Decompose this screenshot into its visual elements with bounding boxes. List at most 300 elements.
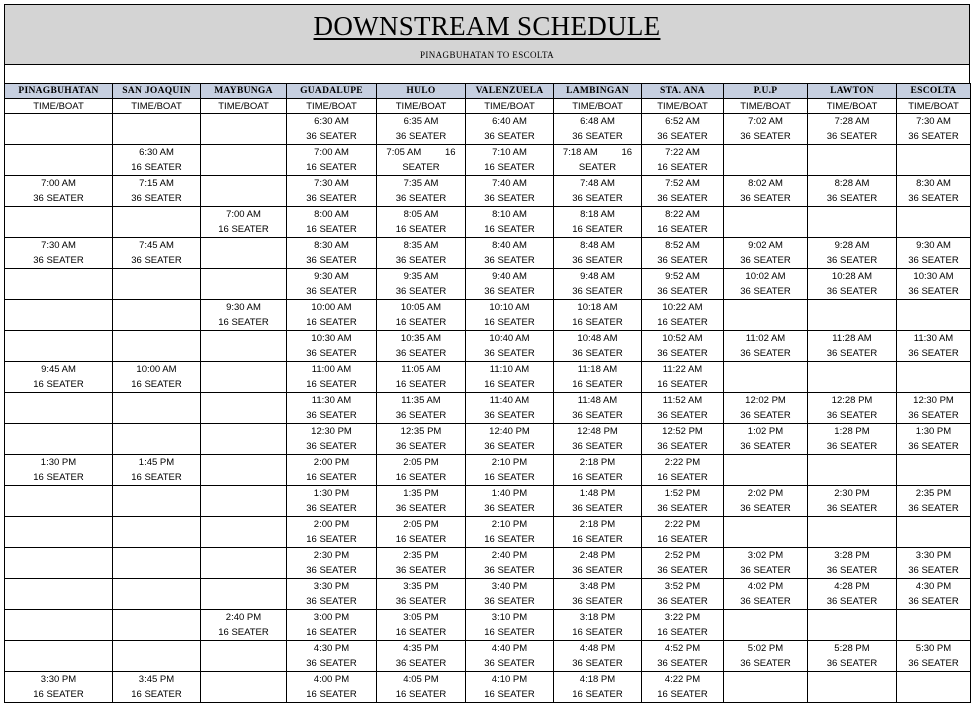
schedule-cell xyxy=(808,300,897,331)
departure-time: 12:28 PM xyxy=(831,395,873,406)
departure-entry xyxy=(724,331,807,361)
departure-entry xyxy=(897,176,970,206)
departure-entry xyxy=(554,455,641,485)
schedule-cell xyxy=(201,331,287,362)
departure-entry xyxy=(808,579,896,609)
departure-time: 10:35 AM xyxy=(400,333,442,344)
boat-capacity: 36 SEATER xyxy=(740,503,791,514)
schedule-cell xyxy=(724,207,808,238)
departure-entry xyxy=(808,393,896,423)
time-boat-label: TIME/BOAT xyxy=(5,99,113,114)
schedule-cell xyxy=(808,362,897,393)
departure-time: 2:05 PM xyxy=(403,457,439,468)
departure-entry xyxy=(642,486,723,516)
departure-time: 8:18 AM xyxy=(580,209,615,220)
departure-time: 3:30 PM xyxy=(915,550,952,561)
departure-entry xyxy=(377,641,465,671)
schedule-cell xyxy=(466,672,554,703)
departure-time: 6:40 AM xyxy=(492,116,527,127)
departure-time: 8:30 AM xyxy=(916,178,951,189)
schedule-cell xyxy=(5,672,113,703)
departure-time: 2:30 PM xyxy=(313,550,350,561)
boat-capacity: 16 SEATER xyxy=(484,534,535,545)
schedule-cell xyxy=(724,362,808,393)
departure-time: 11:28 AM xyxy=(832,333,872,344)
schedule-cell xyxy=(377,610,466,641)
departure-time: 12:30 PM xyxy=(311,426,352,437)
schedule-cell xyxy=(201,455,287,486)
departure-entry xyxy=(377,238,465,268)
departure-entry xyxy=(897,238,970,268)
schedule-cell xyxy=(897,455,971,486)
boat-capacity: 16 SEATER xyxy=(306,379,357,390)
boat-capacity: 36 SEATER xyxy=(306,441,357,452)
boat-capacity: 36 SEATER xyxy=(484,193,535,204)
schedule-cell xyxy=(113,548,201,579)
departure-time: 11:40 AM xyxy=(489,395,530,406)
departure-entry xyxy=(377,548,465,578)
departure-time: 1:30 PM xyxy=(40,457,77,468)
departure-time: 8:05 AM xyxy=(403,209,439,220)
departure-entry xyxy=(201,300,286,330)
schedule-cell xyxy=(808,238,897,269)
schedule-cell xyxy=(642,424,724,455)
departure-entry xyxy=(808,114,896,144)
departure-time: 2:10 PM xyxy=(491,519,528,530)
departure-entry xyxy=(897,486,970,516)
schedule-cell xyxy=(377,672,466,703)
schedule-cell xyxy=(724,517,808,548)
departure-time: 1:45 PM xyxy=(138,457,175,468)
departure-entry xyxy=(287,362,376,392)
departure-time: 10:22 AM xyxy=(662,302,703,313)
boat-capacity: 36 SEATER xyxy=(657,255,708,266)
departure-entry xyxy=(377,610,465,640)
schedule-cell xyxy=(377,424,466,455)
boat-capacity: 36 SEATER xyxy=(826,348,878,359)
departure-entry xyxy=(113,672,200,702)
boat-capacity: 16 SEATER xyxy=(131,472,182,483)
schedule-cell xyxy=(554,269,642,300)
boat-capacity: 36 SEATER xyxy=(740,565,791,576)
schedule-cell xyxy=(5,114,113,145)
departure-entry xyxy=(808,424,896,454)
departure-time: 4:18 PM xyxy=(579,674,616,685)
table-row xyxy=(5,579,971,610)
time-boat-label: TIME/BOAT xyxy=(554,99,642,114)
departure-entry xyxy=(466,269,553,299)
departure-time: 7:45 AM xyxy=(139,240,174,251)
departure-entry xyxy=(466,238,553,268)
schedule-cell xyxy=(808,610,897,641)
departure-entry xyxy=(554,486,641,516)
boat-capacity: 36 SEATER xyxy=(826,131,878,142)
boat-capacity: 36 SEATER xyxy=(657,410,708,421)
boat-capacity: 36 SEATER xyxy=(826,410,878,421)
schedule-cell xyxy=(466,517,554,548)
departure-entry xyxy=(287,455,376,485)
departure-entry xyxy=(377,331,465,361)
schedule-cell xyxy=(377,641,466,672)
departure-time: 9:52 AM xyxy=(665,271,700,282)
schedule-cell xyxy=(554,300,642,331)
table-row xyxy=(5,424,971,455)
schedule-cell xyxy=(808,486,897,517)
departure-entry xyxy=(642,300,723,330)
schedule-cell xyxy=(724,145,808,176)
schedule-cell xyxy=(201,114,287,145)
departure-time: 2:18 PM xyxy=(579,457,616,468)
boat-capacity: 36 SEATER xyxy=(306,658,357,669)
schedule-cell xyxy=(287,641,377,672)
table-row xyxy=(5,238,971,269)
boat-capacity: 36 SEATER xyxy=(740,348,791,359)
schedule-cell xyxy=(287,579,377,610)
departure-time: 8:52 AM xyxy=(665,240,700,251)
schedule-cell xyxy=(201,207,287,238)
departure-time: 8:00 AM xyxy=(314,209,349,220)
departure-time: 1:30 PM xyxy=(313,488,350,499)
departure-entry xyxy=(113,362,200,392)
boat-capacity: 36 SEATER xyxy=(740,441,791,452)
departure-time: 6:30 AM xyxy=(314,116,349,127)
departure-entry xyxy=(554,641,641,671)
boat-capacity: 16 SEATER xyxy=(395,534,447,545)
schedule-cell xyxy=(5,486,113,517)
schedule-cell xyxy=(808,455,897,486)
departure-entry xyxy=(377,269,465,299)
departure-entry xyxy=(897,641,970,671)
schedule-cell xyxy=(642,176,724,207)
departure-time: 10:52 AM xyxy=(662,333,703,344)
boat-capacity: 16 SEATER xyxy=(131,379,182,390)
boat-capacity: 16 SEATER xyxy=(131,689,182,700)
schedule-cell xyxy=(897,176,971,207)
schedule-cell xyxy=(554,362,642,393)
schedule-cell xyxy=(642,610,724,641)
schedule-cell xyxy=(466,424,554,455)
schedule-cell xyxy=(113,455,201,486)
schedule-cell xyxy=(554,641,642,672)
boat-capacity: 16 SEATER xyxy=(395,317,447,328)
station-header-row xyxy=(5,84,971,99)
schedule-cell xyxy=(808,393,897,424)
departure-entry xyxy=(466,579,553,609)
schedule-cell xyxy=(201,672,287,703)
schedule-cell xyxy=(466,641,554,672)
boat-capacity: 36 SEATER xyxy=(395,193,447,204)
departure-entry xyxy=(642,145,723,175)
schedule-cell xyxy=(897,486,971,517)
boat-capacity: 36 SEATER xyxy=(131,193,182,204)
schedule-cell xyxy=(5,579,113,610)
departure-entry xyxy=(897,579,970,609)
departure-entry xyxy=(724,641,807,671)
spacer-row xyxy=(4,65,970,83)
departure-entry xyxy=(642,548,723,578)
schedule-cell xyxy=(201,393,287,424)
time-boat-label: TIME/BOAT xyxy=(724,99,808,114)
departure-entry xyxy=(642,207,723,237)
schedule-cell xyxy=(554,517,642,548)
station-header-lambingan: LAMBINGAN xyxy=(554,84,642,99)
schedule-cell xyxy=(377,207,466,238)
boat-capacity: 36 SEATER xyxy=(484,410,535,421)
trip-rows xyxy=(5,114,971,703)
departure-time: 2:35 PM xyxy=(915,488,952,499)
departure-time: 4:52 PM xyxy=(664,643,701,654)
departure-entry xyxy=(554,300,641,330)
departure-time: 3:22 PM xyxy=(664,612,701,623)
departure-entry xyxy=(377,393,465,423)
schedule-cell xyxy=(113,114,201,145)
departure-time: 4:30 PM xyxy=(915,581,952,592)
schedule-cell xyxy=(113,207,201,238)
boat-capacity: 16 SEATER xyxy=(657,689,708,700)
schedule-cell xyxy=(724,393,808,424)
schedule-cell xyxy=(466,393,554,424)
departure-entry xyxy=(642,455,723,485)
departure-time: 2:00 PM xyxy=(313,457,350,468)
boat-capacity: 36 SEATER xyxy=(306,503,357,514)
schedule-cell xyxy=(113,145,201,176)
boat-capacity: 16 SEATER xyxy=(572,224,623,235)
schedule-cell xyxy=(201,269,287,300)
schedule-cell xyxy=(5,517,113,548)
schedule-cell xyxy=(5,641,113,672)
departure-time: 10:05 AM xyxy=(400,302,442,313)
departure-entry xyxy=(466,517,553,547)
boat-capacity: 36 SEATER xyxy=(395,286,447,297)
schedule-cell xyxy=(808,145,897,176)
departure-entry xyxy=(642,579,723,609)
departure-entry xyxy=(287,610,376,640)
departure-time: 12:48 PM xyxy=(577,426,618,437)
schedule-cell xyxy=(897,238,971,269)
boat-capacity: 36 SEATER xyxy=(131,255,182,266)
schedule-cell xyxy=(642,207,724,238)
departure-time: 3:48 PM xyxy=(579,581,616,592)
schedule-cell xyxy=(642,672,724,703)
boat-capacity: 36 SEATER xyxy=(395,255,447,266)
departure-entry xyxy=(724,238,807,268)
departure-time: 4:10 PM xyxy=(491,674,528,685)
schedule-cell xyxy=(724,455,808,486)
boat-capacity: 36 SEATER xyxy=(657,286,708,297)
departure-time: 2:30 PM xyxy=(834,488,870,499)
departure-entry xyxy=(808,176,896,206)
departure-time: 7:22 AM xyxy=(665,147,700,158)
schedule-cell xyxy=(377,176,466,207)
departure-entry xyxy=(897,331,970,361)
schedule-cell xyxy=(724,269,808,300)
departure-time: 7:00 AM xyxy=(226,209,261,220)
boat-capacity: 36 SEATER xyxy=(908,658,959,669)
schedule-cell xyxy=(554,207,642,238)
schedule-cell xyxy=(113,362,201,393)
departure-time: 7:18 AM 16 xyxy=(562,147,633,158)
schedule-cell xyxy=(642,517,724,548)
departure-entry xyxy=(287,145,376,175)
boat-capacity: 36 SEATER xyxy=(908,441,959,452)
schedule-cell xyxy=(808,641,897,672)
schedule-cell xyxy=(113,672,201,703)
table-row xyxy=(5,331,971,362)
boat-capacity: 36 SEATER xyxy=(484,286,535,297)
boat-capacity: 36 SEATER xyxy=(306,410,357,421)
departure-time: 3:28 PM xyxy=(834,550,870,561)
schedule-cell xyxy=(287,145,377,176)
route-subtitle: PINAGBUHATAN TO ESCOLTA xyxy=(419,50,555,60)
departure-time: 8:48 AM xyxy=(580,240,615,251)
schedule-cell xyxy=(201,610,287,641)
table-row xyxy=(5,610,971,641)
boat-capacity: 36 SEATER xyxy=(657,441,708,452)
schedule-cell xyxy=(113,424,201,455)
boat-capacity: 36 SEATER xyxy=(572,441,623,452)
schedule-cell xyxy=(201,424,287,455)
schedule-cell xyxy=(5,424,113,455)
departure-entry xyxy=(642,238,723,268)
boat-capacity: 36 SEATER xyxy=(572,286,623,297)
boat-capacity: 36 SEATER xyxy=(740,193,791,204)
departure-entry xyxy=(642,269,723,299)
boat-capacity: 36 SEATER xyxy=(572,658,623,669)
schedule-cell xyxy=(113,517,201,548)
departure-entry xyxy=(377,300,465,330)
departure-entry xyxy=(642,176,723,206)
boat-capacity: 36 SEATER xyxy=(908,131,959,142)
schedule-cell xyxy=(113,393,201,424)
boat-capacity: 16 SEATER xyxy=(306,689,357,700)
departure-time: 7:35 AM xyxy=(403,178,439,189)
departure-time: 4:30 PM xyxy=(313,643,350,654)
table-row xyxy=(5,145,971,176)
schedule-cell xyxy=(724,486,808,517)
departure-entry xyxy=(554,145,641,175)
schedule-cell xyxy=(808,548,897,579)
boat-capacity: 36 SEATER xyxy=(395,565,447,576)
boat-capacity: 16 SEATER xyxy=(484,689,535,700)
departure-time: 3:35 PM xyxy=(403,581,439,592)
boat-capacity: 36 SEATER xyxy=(572,348,623,359)
departure-entry xyxy=(466,114,553,144)
departure-time: 3:45 PM xyxy=(138,674,175,685)
departure-time: 2:35 PM xyxy=(403,550,439,561)
time-boat-label: TIME/BOAT xyxy=(113,99,201,114)
boat-capacity: 16 SEATER xyxy=(306,472,357,483)
boat-capacity: 16 SEATER xyxy=(572,627,623,638)
schedule-cell xyxy=(466,114,554,145)
schedule-cell xyxy=(377,145,466,176)
departure-entry xyxy=(201,207,286,237)
boat-capacity: 36 SEATER xyxy=(33,255,84,266)
table-row xyxy=(5,641,971,672)
table-row xyxy=(5,455,971,486)
departure-entry xyxy=(724,424,807,454)
departure-entry xyxy=(554,424,641,454)
boat-capacity: 36 SEATER xyxy=(395,503,447,514)
table-row xyxy=(5,207,971,238)
departure-entry xyxy=(5,176,112,206)
boat-capacity: 16 SEATER xyxy=(218,224,269,235)
boat-capacity: 16 SEATER xyxy=(484,379,535,390)
boat-capacity: 16 SEATER xyxy=(572,689,623,700)
boat-capacity: 16 SEATER xyxy=(657,224,708,235)
departure-time: 10:40 AM xyxy=(489,333,530,344)
departure-entry xyxy=(554,362,641,392)
departure-time: 9:30 AM xyxy=(226,302,261,313)
departure-time: 12:35 PM xyxy=(400,426,442,437)
boat-capacity: 16 SEATER xyxy=(484,627,535,638)
schedule-cell xyxy=(897,517,971,548)
schedule-cell xyxy=(808,114,897,145)
departure-time: 9:45 AM xyxy=(41,364,76,375)
boat-capacity: 36 SEATER xyxy=(484,131,535,142)
boat-capacity: 36 SEATER xyxy=(826,255,878,266)
schedule-cell xyxy=(466,207,554,238)
departure-time: 3:40 PM xyxy=(491,581,528,592)
departure-entry xyxy=(5,672,112,702)
schedule-cell xyxy=(897,672,971,703)
departure-time: 6:48 AM xyxy=(580,116,615,127)
departure-entry xyxy=(554,610,641,640)
boat-capacity: 36 SEATER xyxy=(572,503,623,514)
departure-time: 11:48 AM xyxy=(577,395,618,406)
departure-entry xyxy=(466,300,553,330)
departure-time: 7:28 AM xyxy=(834,116,870,127)
schedule-cell xyxy=(554,672,642,703)
departure-time: 7:30 AM xyxy=(314,178,349,189)
departure-time: 7:52 AM xyxy=(665,178,700,189)
schedule-cell xyxy=(113,269,201,300)
departure-entry xyxy=(554,517,641,547)
station-header-lawton: LAWTON xyxy=(808,84,897,99)
schedule-cell xyxy=(5,238,113,269)
schedule-cell xyxy=(287,517,377,548)
time-boat-label: TIME/BOAT xyxy=(897,99,971,114)
departure-entry xyxy=(113,238,200,268)
schedule-cell xyxy=(113,579,201,610)
schedule-cell xyxy=(201,517,287,548)
departure-time: 2:02 PM xyxy=(747,488,784,499)
departure-entry xyxy=(287,641,376,671)
departure-time: 9:02 AM xyxy=(748,240,783,251)
departure-time: 1:02 PM xyxy=(747,426,784,437)
schedule-cell xyxy=(554,455,642,486)
boat-capacity: 36 SEATER xyxy=(395,658,447,669)
departure-entry xyxy=(554,176,641,206)
boat-capacity: 36 SEATER xyxy=(908,565,959,576)
departure-time: 11:02 AM xyxy=(745,333,786,344)
departure-entry xyxy=(808,548,896,578)
table-row xyxy=(5,176,971,207)
schedule-cell xyxy=(5,393,113,424)
schedule-cell xyxy=(642,331,724,362)
schedule-cell xyxy=(113,238,201,269)
schedule-cell xyxy=(642,114,724,145)
departure-entry xyxy=(554,269,641,299)
schedule-cell xyxy=(642,269,724,300)
boat-capacity: 36 SEATER xyxy=(740,131,791,142)
boat-capacity: 36 SEATER xyxy=(908,286,959,297)
departure-time: 12:02 PM xyxy=(745,395,786,406)
departure-time: 9:28 AM xyxy=(834,240,870,251)
departure-time: 2:10 PM xyxy=(491,457,528,468)
schedule-cell xyxy=(201,238,287,269)
departure-entry xyxy=(287,176,376,206)
schedule-cell xyxy=(466,300,554,331)
